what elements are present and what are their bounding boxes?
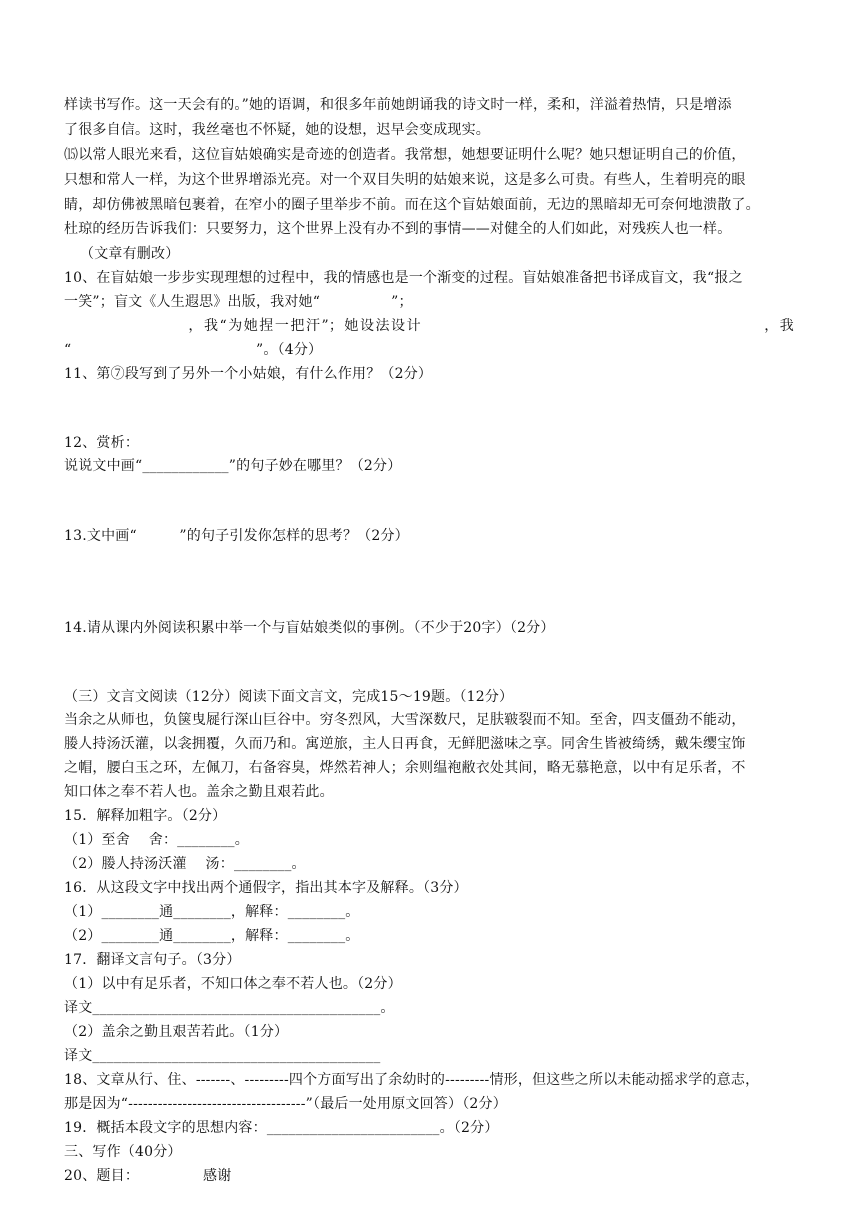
- question-17-item: （1）以中有足乐者，不知口体之奉不若人也。（2分）: [64, 976, 402, 992]
- question-19: 19．概括本段文字的思想内容：________________________。（2分）: [64, 1120, 499, 1136]
- classical-text-line: 知口体之奉不若人也。盖余之勤且艰若此。: [64, 784, 334, 800]
- question-18-line: 18、文章从行、住、-------、---------四个方面写出了余幼时的---------情形，但这些之所以未能动摇求学的意志，: [64, 1072, 760, 1088]
- question-17-item: （2）盖余之勤且艰苦若此。（1分）: [64, 1024, 289, 1040]
- question-16-title: 16．从这段文字中找出两个通假字，指出其本字及解释。（3分）: [64, 880, 468, 896]
- passage-line: 杜琼的经历告诉我们：只要努力，这个世界上没有办不到的事情——对健全的人们如此，对残疾人也一样。: [64, 221, 732, 237]
- question-20: 20、题目： 感谢: [64, 1168, 232, 1184]
- passage-line: ⒂以常人眼光来看，这位盲姑娘确实是奇迹的创造者。我常想，她想要证明什么呢？她只想证明自己的价值，: [64, 147, 746, 163]
- question-11: 11、第⑦段写到了另外一个小姑娘，有什么作用？（2分）: [64, 366, 433, 382]
- question-10-line: 10、在盲姑娘一步步实现理想的过程中，我的情感也是一个渐变的过程。盲姑娘准备把书译成盲文，我“报之: [64, 270, 743, 286]
- passage-line: 睛，却仿佛被黑暗包裹着，在窄小的圈子里举步不前。而在这个盲姑娘面前，无边的黑暗却无可奈何地溃散了。: [64, 197, 760, 213]
- passage-note: （文章有删改）: [80, 246, 180, 262]
- passage-line: 了很多自信。这时，我丝毫也不怀疑，她的设想，迟早会变成现实。: [64, 122, 490, 138]
- passage-line: 样读书写作。这一天会有的。”她的语调，和很多年前她朗诵我的诗文时一样，柔和，洋溢着热情，只是增添: [64, 97, 732, 113]
- question-17-answer: 译文________________________________________: [64, 1048, 381, 1064]
- passage-line: 只想和常人一样，为这个世界增添光亮。对一个双目失明的姑娘来说，这是多么可贵。有些人，生着明亮的眼: [64, 172, 746, 188]
- classical-heading: （三）文言文阅读（12分）阅读下面文言文，完成15～19题。（12分）: [64, 689, 514, 705]
- question-17-title: 17．翻译文言句子。（3分）: [64, 952, 241, 968]
- question-18-line: 那是因为“------------------------------------”（最后一处用原文回答）（2分）: [64, 1096, 507, 1112]
- question-15-item: （1）至舍 舍：________。: [64, 832, 249, 848]
- question-15-item: （2）媵人持汤沃灌 汤：________。: [64, 856, 306, 872]
- question-16-item: （1）________通________，解释：________。: [64, 904, 360, 920]
- question-12-heading: 12、赏析：: [64, 435, 140, 451]
- question-10-line: 一笑”；盲文《人生遐思》出版，我对她“ ”；: [64, 294, 413, 310]
- question-12: 说说文中画“____________”的句子妙在哪里？（2分）: [64, 458, 402, 474]
- question-17-answer: 译文________________________________________。: [64, 1000, 395, 1016]
- question-15-title: 15．解释加粗字。（2分）: [64, 808, 227, 824]
- classical-text-line: 媵人持汤沃灌，以衾拥覆，久而乃和。寓逆旅，主人日再食，无鲜肥滋味之享。同舍生皆被绮绣，戴朱缨宝饰: [64, 736, 746, 752]
- writing-heading: 三、写作（40分）: [64, 1144, 182, 1160]
- question-10-line: “ ”。（4分）: [64, 342, 323, 358]
- question-14: 14.请从课内外阅读积累中举一个与盲姑娘类似的事例。（不少于20字）（2分）: [64, 620, 555, 636]
- classical-text-line: 之帽，腰白玉之环，左佩刀，右备容臭，烨然若神人；余则缊袍敝衣处其间，略无慕艳意，以中有足乐者，不: [64, 760, 746, 776]
- question-10-line: ，我“为她捏一把汗”；她设法设计 ，我: [64, 318, 794, 334]
- question-13: 13.文中画“ ”的句子引发你怎样的思考？（2分）: [64, 528, 409, 544]
- question-16-item: （2）________通________，解释：________。: [64, 928, 360, 944]
- classical-text-line: 当余之从师也，负箧曳屣行深山巨谷中。穷冬烈风，大雪深数尺，足肤皲裂而不知。至舍，四支僵劲不能动，: [64, 712, 746, 728]
